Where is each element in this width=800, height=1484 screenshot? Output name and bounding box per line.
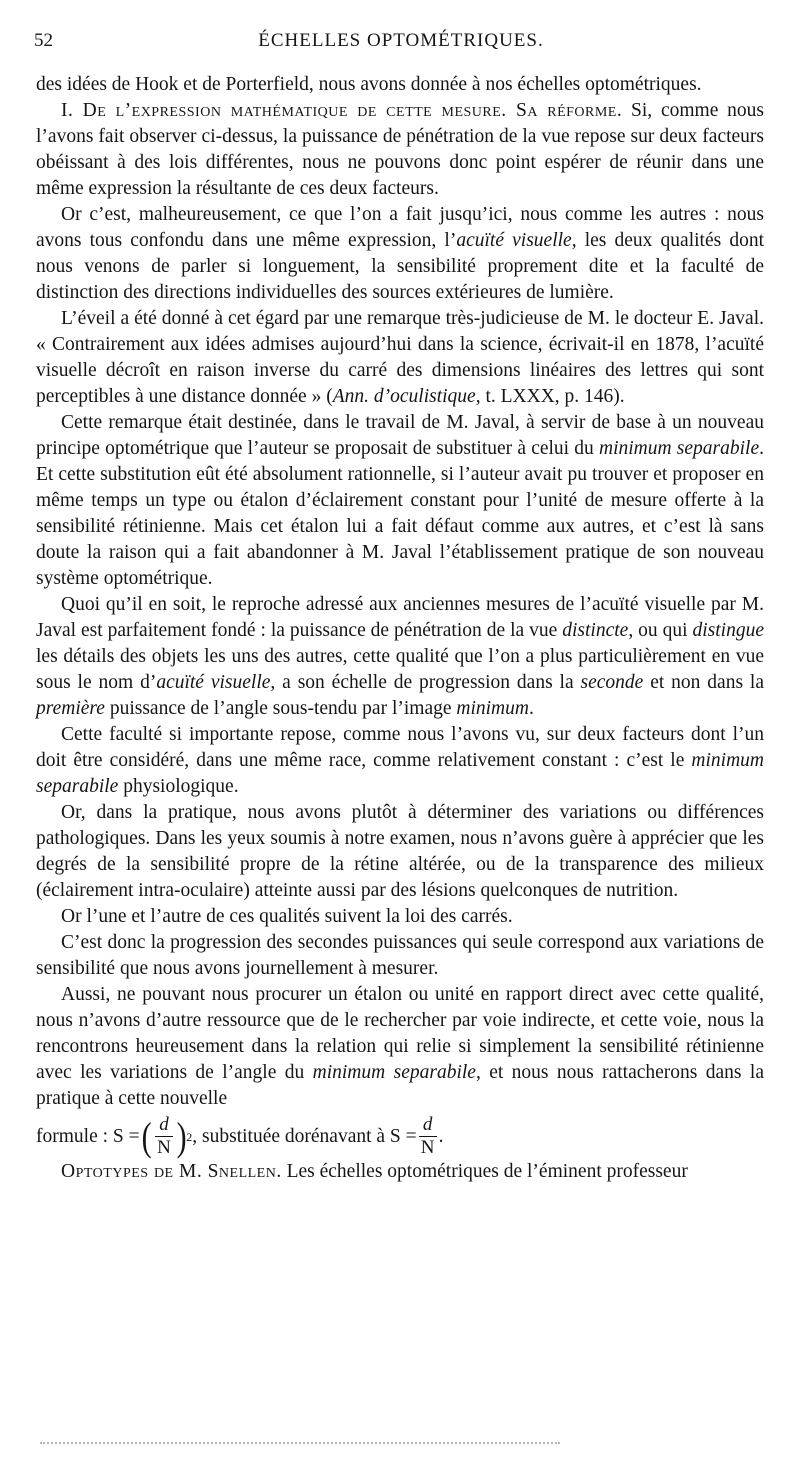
paragraph-text: , et nous nous rattacherons dans la pratique à cette nouvelle <box>36 1062 764 1109</box>
italic-term: distingue <box>692 620 764 641</box>
paragraph-text: Les échelles optométriques de l’éminent professeur <box>281 1161 688 1182</box>
paragraph-text: Or, dans la pratique, nous avons plutôt à déterminer des variations ou différences pathologiques. Dans les yeux soumis à notre examen, nous n’avons guère à apprécier que les degrés de la sensibilité propre de la rétine altérée, ou de la transparence des milieux (éclairement intra-oculaire) atteinte aussi par des lésions quelconques de nutrition. <box>36 802 764 901</box>
paragraph-6 <box>36 722 764 800</box>
exponent: 2 <box>186 1129 193 1144</box>
paragraph-text: . Et cette substitution eût été absolument rationnelle, si l’auteur avait pu trouver et proposer en même temps un type ou étalon d’éclairement constant pour l’unité de mesure offerte à la sensibilité rétinienne. Mais cet étalon lui a fait défaut comme aux autres, et c’est là sans doute la raison qui a fait abandonner à M. Javal l’établissement pratique de son nouveau système optométrique. <box>36 438 765 589</box>
right-paren-glyph: ) <box>176 1113 187 1159</box>
bottom-dotted-rule <box>40 1442 560 1448</box>
paragraph-text: , ou qui <box>628 620 693 641</box>
italic-term: acuïté visuelle <box>156 672 271 693</box>
fraction-denominator: N <box>157 1137 171 1158</box>
italic-term: distincte <box>562 620 629 641</box>
paragraph-text: , a son échelle de progression dans la <box>270 672 581 693</box>
paragraph-text: puissance de l’angle sous-tendu par l’image <box>104 698 457 719</box>
paragraph-section-1 <box>36 98 764 202</box>
paragraph-text: et non dans la <box>643 672 764 693</box>
italic-term: minimum <box>456 698 529 719</box>
page-number: 52 <box>34 30 53 51</box>
paragraph-text: des idées de Hook et de Porterfield, nous avons donnée à nos échelles optométriques. <box>36 74 702 95</box>
paragraph-optotypes <box>36 1159 764 1185</box>
paragraph-text: Aussi, ne pouvant nous procurer un étalon ou unité en rapport direct avec cette qualité, nous n’avons d’autre ressource que de le rechercher par voie indirecte, et cette voie, nous la rencontrons heureusement dans la relation qui relie si simplement la sensibilité rétinienne avec les variations de l’angle du <box>36 984 764 1083</box>
fraction-d-over-n <box>155 1114 173 1159</box>
italic-term: minimum separabile <box>599 438 760 459</box>
page-header <box>34 30 768 60</box>
optotypes-heading: Optotypes de M. Snellen. <box>61 1161 282 1182</box>
paragraph-text: Cette remarque était destinée, dans le travail de M. Javal, à servir de base à un nouveau principe optométrique que l’auteur se proposait de substituer à celui du <box>36 412 764 459</box>
paragraph-9 <box>36 930 764 982</box>
left-paren-glyph: ( <box>141 1113 152 1159</box>
italic-term: seconde <box>580 672 644 693</box>
citation-title: Ann. d’oculistique <box>332 386 476 407</box>
paragraph-text: Si, comme nous l’avons fait observer ci-dessus, la puissance de pénétration de la vue repose sur deux facteurs obéissant à des lois différentes, nous ne pouvons donc point espérer de réunir dans une même expression la résultante de ces deux facteurs. <box>36 100 764 199</box>
fraction-numerator: d <box>159 1114 169 1135</box>
paragraph-text: , les deux qualités dont nous venons de parler si longuement, la sensibilité proprement dite et la faculté de distinction des directions individuelles des sources extérieures de lumière. <box>36 230 764 303</box>
paragraph-text: , t. LXXX, p. 146). <box>475 386 625 407</box>
italic-term: acuïté visuelle <box>456 230 572 251</box>
formula-middle-text: , substituée dorénavant à S = <box>192 1125 417 1147</box>
paragraph-3 <box>36 306 764 410</box>
body-text <box>36 72 764 1185</box>
paragraph-continuation <box>36 72 764 98</box>
paragraph-text: physiologique. <box>118 776 239 797</box>
paragraph-2 <box>36 202 764 306</box>
section-heading: I. De l’expression mathématique de cette mesure. Sa réforme. <box>61 100 623 121</box>
paragraph-text: . <box>528 698 534 719</box>
paragraph-4 <box>36 410 764 592</box>
paragraph-text: les détails des objets les uns des autres, cette qualité que l’on a plus particulièrement en vue sous le nom d’ <box>36 646 764 693</box>
italic-term: première <box>36 698 105 719</box>
formula-line <box>36 1114 764 1159</box>
paragraph-text: L’éveil a été donné à cet égard par une remarque très-judicieuse de M. le docteur E. Javal. « Contrairement aux idées admises aujourd’hui dans la science, écrivait-il en 1878, l’acuïté visuelle décroît en raison inverse du carré des dimensions linéaires des lettres qui sont perceptibles à une distance donnée » ( <box>36 308 764 407</box>
paragraph-text: Quoi qu’il en soit, le reproche adressé aux anciennes mesures de l’acuïté visuelle par M. Javal est parfaitement fondé : la puissance de pénétration de la vue <box>36 594 764 641</box>
paragraph-text: C’est donc la progression des secondes puissances qui seule correspond aux variations de sensibilité que nous avons journellement à mesurer. <box>36 932 764 979</box>
paragraph-8 <box>36 904 764 930</box>
italic-term: minimum separabile <box>312 1062 476 1083</box>
formula-end: . <box>438 1125 444 1147</box>
paragraph-5 <box>36 592 764 722</box>
paragraph-text: Or c’est, malheureusement, ce que l’on a fait jusqu’ici, nous comme les autres : nous avons tous confondu dans une même expression, l’ <box>36 204 764 251</box>
formula-label: formule : S = <box>36 1125 140 1147</box>
paragraph-7 <box>36 800 764 904</box>
paragraph-10 <box>36 982 764 1112</box>
fraction-d-over-n-2 <box>419 1114 437 1159</box>
italic-term: minimum separabile <box>36 750 764 797</box>
paragraph-text: Cette faculté si importante repose, comme nous l’avons vu, sur deux facteurs dont l’un doit être considéré, dans une même race, comme relativement constant : c’est le <box>36 724 764 771</box>
fraction-denominator-2: N <box>420 1137 435 1158</box>
paragraph-text: Or l’une et l’autre de ces qualités suivent la loi des carrés. <box>61 906 513 927</box>
fraction-numerator-2: d <box>422 1114 433 1135</box>
running-title: ÉCHELLES OPTOMÉTRIQUES. <box>258 30 544 51</box>
